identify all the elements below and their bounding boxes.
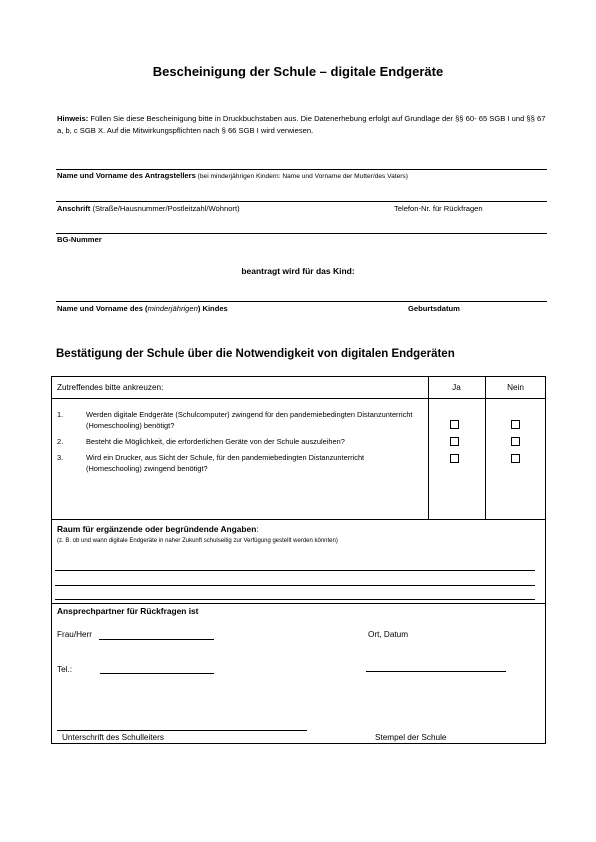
child-name-label: Name und Vorname des (minderjährigen) Kindes [57,304,228,313]
table-header-divider [51,398,546,399]
col-yes-header: Ja [452,383,461,392]
question-1-no-checkbox[interactable] [511,420,520,429]
contact-name-field[interactable] [99,639,214,640]
applicant-name-field[interactable] [56,169,547,170]
bg-number-label: BG-Nummer [57,235,102,244]
col-no-header: Nein [507,383,524,392]
hint-body: Füllen Sie diese Bescheinigung bitte in Druckbuchstaben aus. Die Datenerhebung erfolgt auf Grundlage der §§ 60- 65 SGB I und §§ 67 a, b, c SGB X. Auf die Mitwirkungspflichten nach § 66 SGB I wird verwiesen. [57,114,546,135]
remarks-note: (z. B. ob und wann digitale Endgeräte in naher Zukunft schulseitig zur Verfügung gestellt werden könnten) [57,538,338,544]
question-3-yes-checkbox[interactable] [450,454,459,463]
remarks-title: Raum für ergänzende oder begründende Angaben: [57,524,259,534]
question-1-text: Werden digitale Endgeräte (Schulcomputer) zwingend für den pandemiebedingten Distanzunterricht (Homeschooling) benötigt? [86,410,413,430]
question-3-text: Wird ein Drucker, aus Sicht der Schule, für den pandemiebedingten Distanzunterricht (Homeschooling) zwingend benötigt? [86,453,365,473]
question-2-yes-checkbox[interactable] [450,437,459,446]
address-label: Anschrift (Straße/Hausnummer/Postleitzahl/Wohnort) [57,204,240,213]
contact-title: Ansprechpartner für Rückfragen ist [57,606,199,616]
hint-label: Hinweis: [57,114,89,123]
stamp-label: Stempel der Schule [375,733,447,742]
table-bottom-divider [51,519,546,520]
contact-phone-label: Tel.: [57,665,73,674]
hint-text [57,113,547,137]
remarks-line-2[interactable] [55,585,535,586]
child-name-field[interactable] [56,301,547,302]
question-3-no-checkbox[interactable] [511,454,520,463]
phone-label: Telefon-Nr. für Rückfragen [394,204,483,213]
salutation-label: Frau/Herr [57,630,93,639]
remarks-line-1[interactable] [55,570,535,571]
birthdate-label: Geburtsdatum [408,304,460,313]
question-2-number: 2. [57,437,64,446]
place-date-label: Ort, Datum [368,630,409,639]
confirmation-box [51,376,546,744]
table-header-label: Zutreffendes bitte ankreuzen: [57,383,164,392]
question-3-number: 3. [57,453,64,462]
question-1-number: 1. [57,410,64,419]
applicant-address-field[interactable] [56,201,547,202]
question-1-yes-checkbox[interactable] [450,420,459,429]
request-line: beantragt wird für das Kind: [241,266,355,276]
signature-label: Unterschrift des Schulleiters [62,733,164,742]
section-title: Bestätigung der Schule über die Notwendigkeit von digitalen Endgeräten [56,348,455,360]
signature-field[interactable] [57,730,307,731]
place-date-field[interactable] [366,671,506,672]
page-title: Bescheinigung der Schule – digitale Endgeräte [152,64,444,79]
remarks-bottom-divider [51,603,546,604]
applicant-name-label: Name und Vorname des Antragstellers (bei minderjährigen Kindern: Name und Vorname der Mutter/des Vaters) [57,171,408,180]
bg-number-field[interactable] [56,233,547,234]
question-2-no-checkbox[interactable] [511,437,520,446]
remarks-line-3[interactable] [55,599,535,600]
contact-phone-field[interactable] [100,673,214,674]
question-2-text: Besteht die Möglichkeit, die erforderlichen Geräte von der Schule auszuleihen? [86,437,345,446]
